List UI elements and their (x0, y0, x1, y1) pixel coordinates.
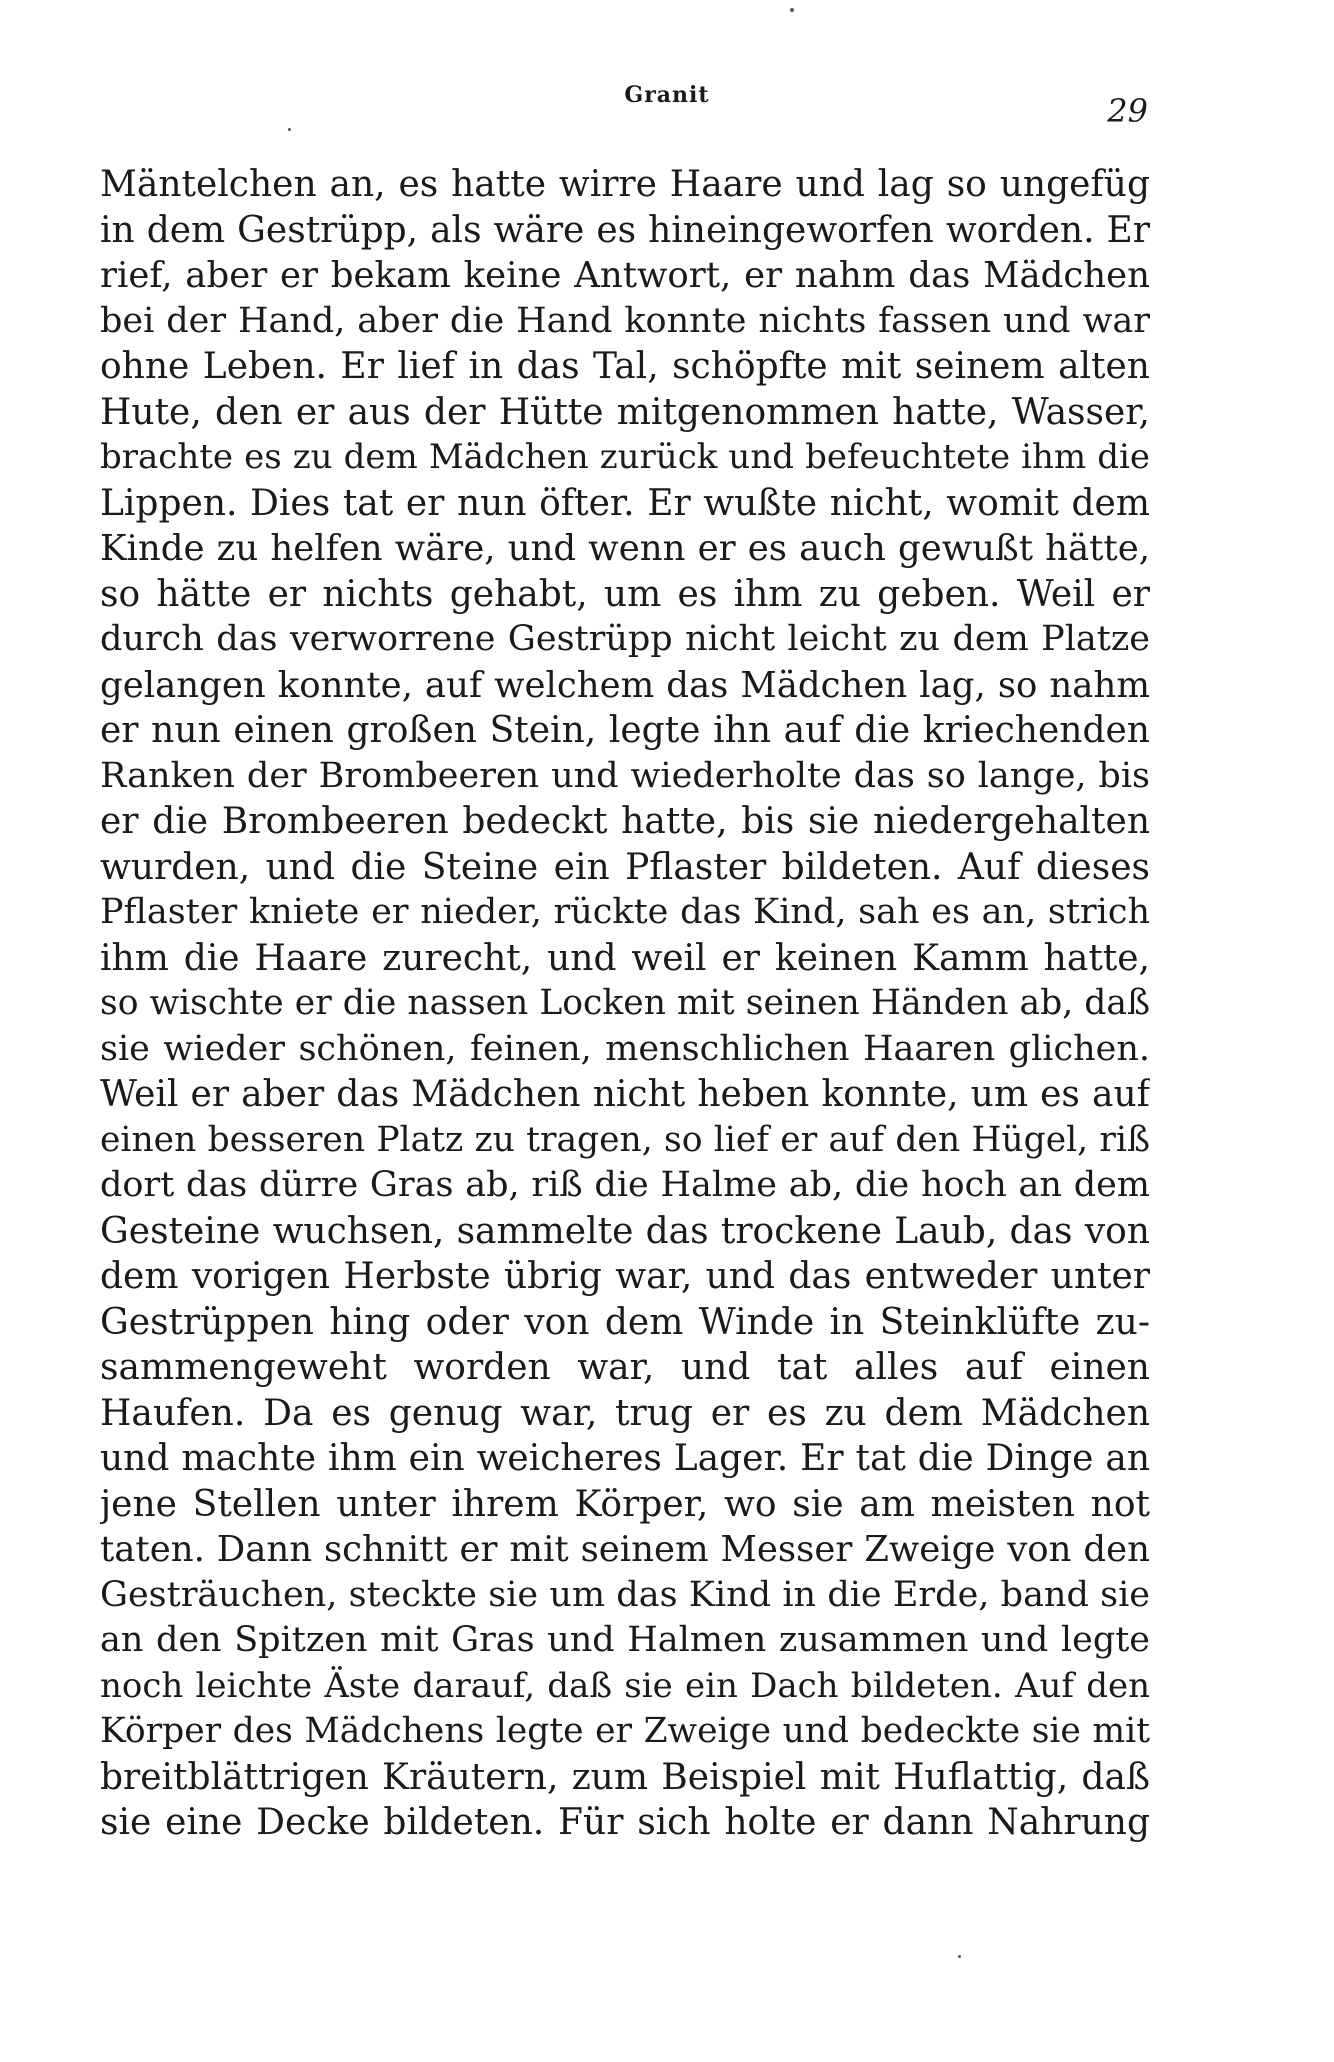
text-line: dem vorigen Herbste übrig war, und das entweder unter (100, 1256, 1150, 1297)
text-line: Weil er aber das Mädchen nicht heben konnte, um es auf (100, 1074, 1150, 1115)
text-line: taten. Dann schnitt er mit seinem Messer Zweige von den (100, 1529, 1150, 1570)
text-line: bei der Hand, aber die Hand konnte nichts fassen und war (100, 300, 1150, 341)
print-speck (958, 1955, 961, 1958)
text-line: in dem Gestrüpp, als wäre es hineingeworfen worden. Er (100, 209, 1150, 251)
text-line: er nun einen großen Stein, legte ihn auf die kriechenden (100, 710, 1150, 751)
text-line: Haufen. Da es genug war, trug er es zu dem Mädchen (100, 1392, 1150, 1434)
text-line: ihm die Haare zurecht, und weil er keinen Kamm hatte, (100, 937, 1150, 979)
text-line: rief, aber er bekam keine Antwort, er nahm das Mädchen (100, 255, 1150, 296)
text-line: Gesteine wuchsen, sammelte das trockene Laub, das von (100, 1210, 1150, 1252)
text-line: sie wieder schönen, feinen, menschlichen Haaren glichen. (100, 1028, 1150, 1069)
text-line: jene Stellen unter ihrem Körper, wo sie am meisten not (100, 1483, 1150, 1525)
text-line: an den Spitzen mit Gras und Halmen zusammen und legte (100, 1620, 1150, 1660)
text-line: er die Brombeeren bedeckt hatte, bis sie niedergehalten (100, 801, 1150, 842)
text-line: so hätte er nichts gehabt, um es ihm zu geben. Weil er (100, 573, 1150, 615)
text-line: und machte ihm ein weicheres Lager. Er tat die Dinge an (100, 1438, 1150, 1479)
text-line: Kinde zu helfen wäre, und wenn er es auch gewußt hätte, (100, 528, 1150, 569)
page-number: 29 (1107, 92, 1148, 130)
text-line: sammengeweht worden war, und tat alles auf einen (100, 1347, 1150, 1388)
text-line: brachte es zu dem Mädchen zurück und befeuchtete ihm die (100, 437, 1150, 477)
text-line: einen besseren Platz zu tragen, so lief er auf den Hügel, riß (100, 1119, 1150, 1160)
text-line: Mäntelchen an, es hatte wirre Haare und lag so ungefüg (100, 164, 1150, 205)
text-line: ohne Leben. Er lief in das Tal, schöpfte mit seinem alten (100, 346, 1150, 387)
print-speck (790, 8, 794, 12)
text-line: Gestrüppen hing oder von dem Winde in Steinklüfte zu- (100, 1301, 1150, 1343)
text-line: dort das dürre Gras ab, riß die Halme ab, die hoch an dem (100, 1165, 1150, 1205)
text-line: Gesträuchen, steckte sie um das Kind in die Erde, band sie (100, 1574, 1150, 1615)
text-line: gelangen konnte, auf welchem das Mädchen lag, so nahm (100, 664, 1150, 706)
text-line: durch das verworrene Gestrüpp nicht leicht zu dem Platze (100, 619, 1150, 659)
text-line: wurden, und die Steine ein Pflaster bildeten. Auf dieses (100, 846, 1150, 888)
text-line: Lippen. Dies tat er nun öfter. Er wußte nicht, womit dem (100, 482, 1150, 524)
text-line: noch leichte Äste darauf, daß sie ein Dach bildeten. Auf den (100, 1665, 1150, 1706)
text-line: Hute, den er aus der Hütte mitgenommen hatte, Wasser, (100, 391, 1150, 433)
text-line: Körper des Mädchens legte er Zweige und bedeckte sie mit (100, 1711, 1150, 1751)
text-line: sie eine Decke bildeten. Für sich holte er dann Nahrung (100, 1802, 1150, 1843)
text-line: Ranken der Brombeeren und wiederholte das so lange, bis (100, 755, 1150, 796)
text-line: breitblättrigen Kräutern, zum Beispiel mit Huflattig, daß (100, 1756, 1150, 1798)
running-title: Granit (624, 82, 710, 108)
body-text (100, 162, 1150, 1846)
text-line: so wischte er die nassen Locken mit seinen Händen ab, daß (100, 983, 1150, 1023)
print-speck (288, 128, 291, 131)
text-line: Pflaster kniete er nieder, rückte das Kind, sah es an, strich (100, 892, 1150, 932)
